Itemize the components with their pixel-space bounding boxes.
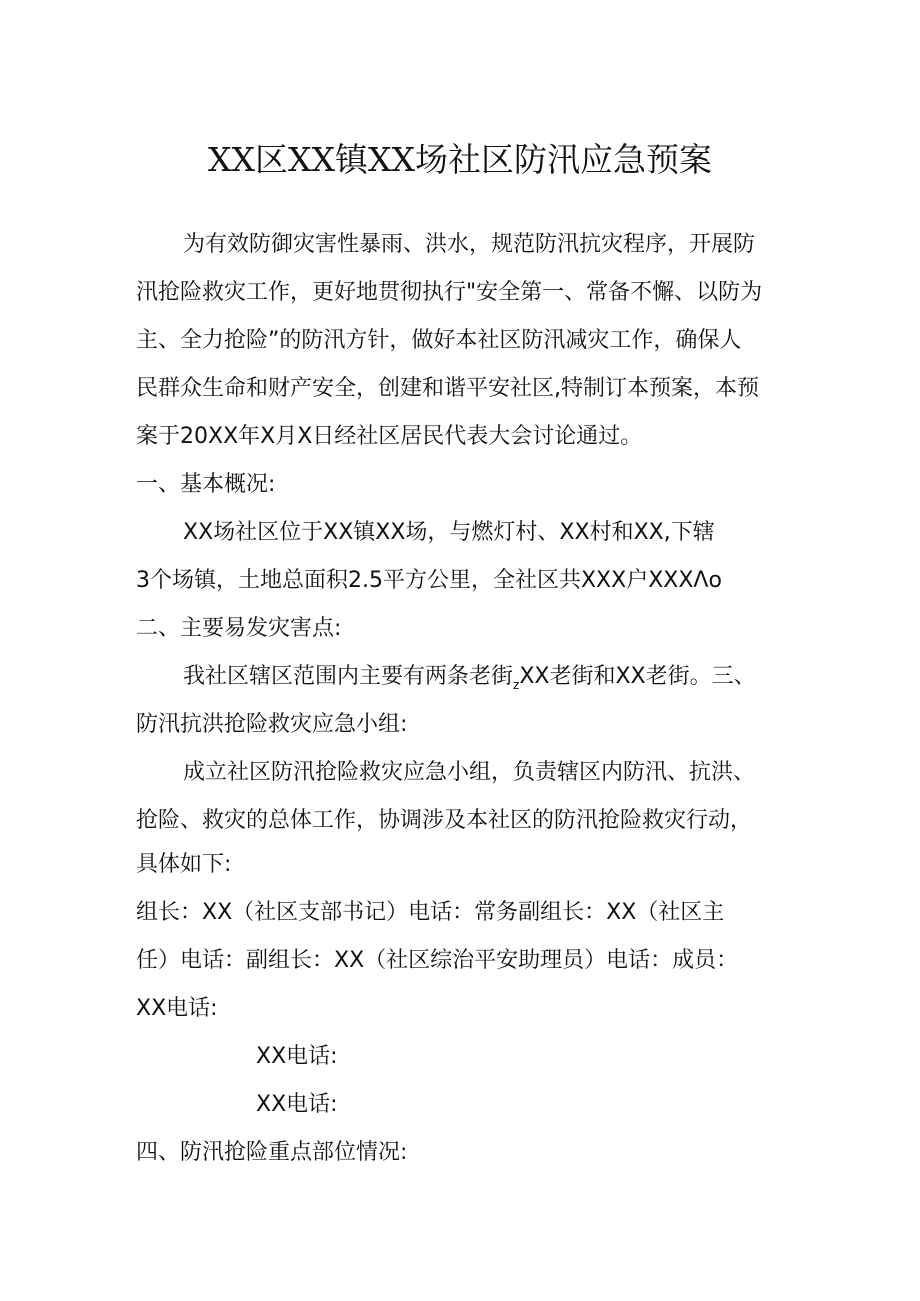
members-line-3: XX电话: [136, 996, 218, 1021]
section-heading-4: 四、防汛抢险重点部位情况: [136, 1140, 408, 1165]
team-line-1: 成立社区防汛抢险救灾应急小组，负责辖区内防汛、抗洪、 [183, 760, 756, 785]
overview-line-2: 3个场镇，土地总面积2.5平方公里，全社区共XXX户XXXΛo [136, 568, 722, 593]
member-entry-1: XX电话: [256, 1044, 338, 1069]
members-line-1: 组长：XX（社区支部书记）电话：常务副组长：XX（社区主 [136, 900, 725, 925]
section-heading-1: 一、基本概况: [136, 472, 276, 497]
team-line-3: 具体如下: [136, 852, 232, 877]
section-heading-3: 防汛抗洪抢险救灾应急小组: [136, 712, 408, 737]
section-heading-2: 二、主要易发灾害点: [136, 616, 342, 641]
document-title: XX区XX镇XX场社区防汛应急预案 [208, 140, 712, 179]
overview-line-1: XX场社区位于XX镇XX场，与燃灯村、XX村和XX,下辖 [183, 520, 715, 545]
intro-line-2: 汛抢险救灾工作，更好地贯彻执行"安全第一、常备不懈、以防为 [136, 280, 763, 305]
intro-line-4: 民群众生命和财产安全，创建和谐平安社区,特制订本预案，本预 [136, 376, 759, 401]
hazard-line-1 [183, 661, 756, 701]
team-line-2: 抢险、救灾的总体工作，协调涉及本社区的防汛抢险救灾行动， [136, 808, 753, 833]
intro-line-1: 为有效防御灾害性暴雨、洪水，规范防汛抗灾程序，开展防 [183, 232, 756, 257]
intro-line-5: 案于20XX年X月X日经社区居民代表大会讨论通过。 [136, 424, 643, 449]
hazard-text-before: 我社区辖区范围内主要有两条老街 [183, 664, 514, 689]
hazard-stray-mark: z [513, 678, 520, 692]
hazard-text-after: XX老街和XX老街。三、 [519, 664, 756, 689]
member-entry-2: XX电话: [256, 1092, 338, 1117]
members-line-2: 任）电话：副组长：XX（社区综治平安助理员）电话：成员： [136, 948, 739, 973]
intro-line-3: 主、全力抢险”的防汛方针，做好本社区防汛减灾工作，确保人 [136, 328, 742, 353]
